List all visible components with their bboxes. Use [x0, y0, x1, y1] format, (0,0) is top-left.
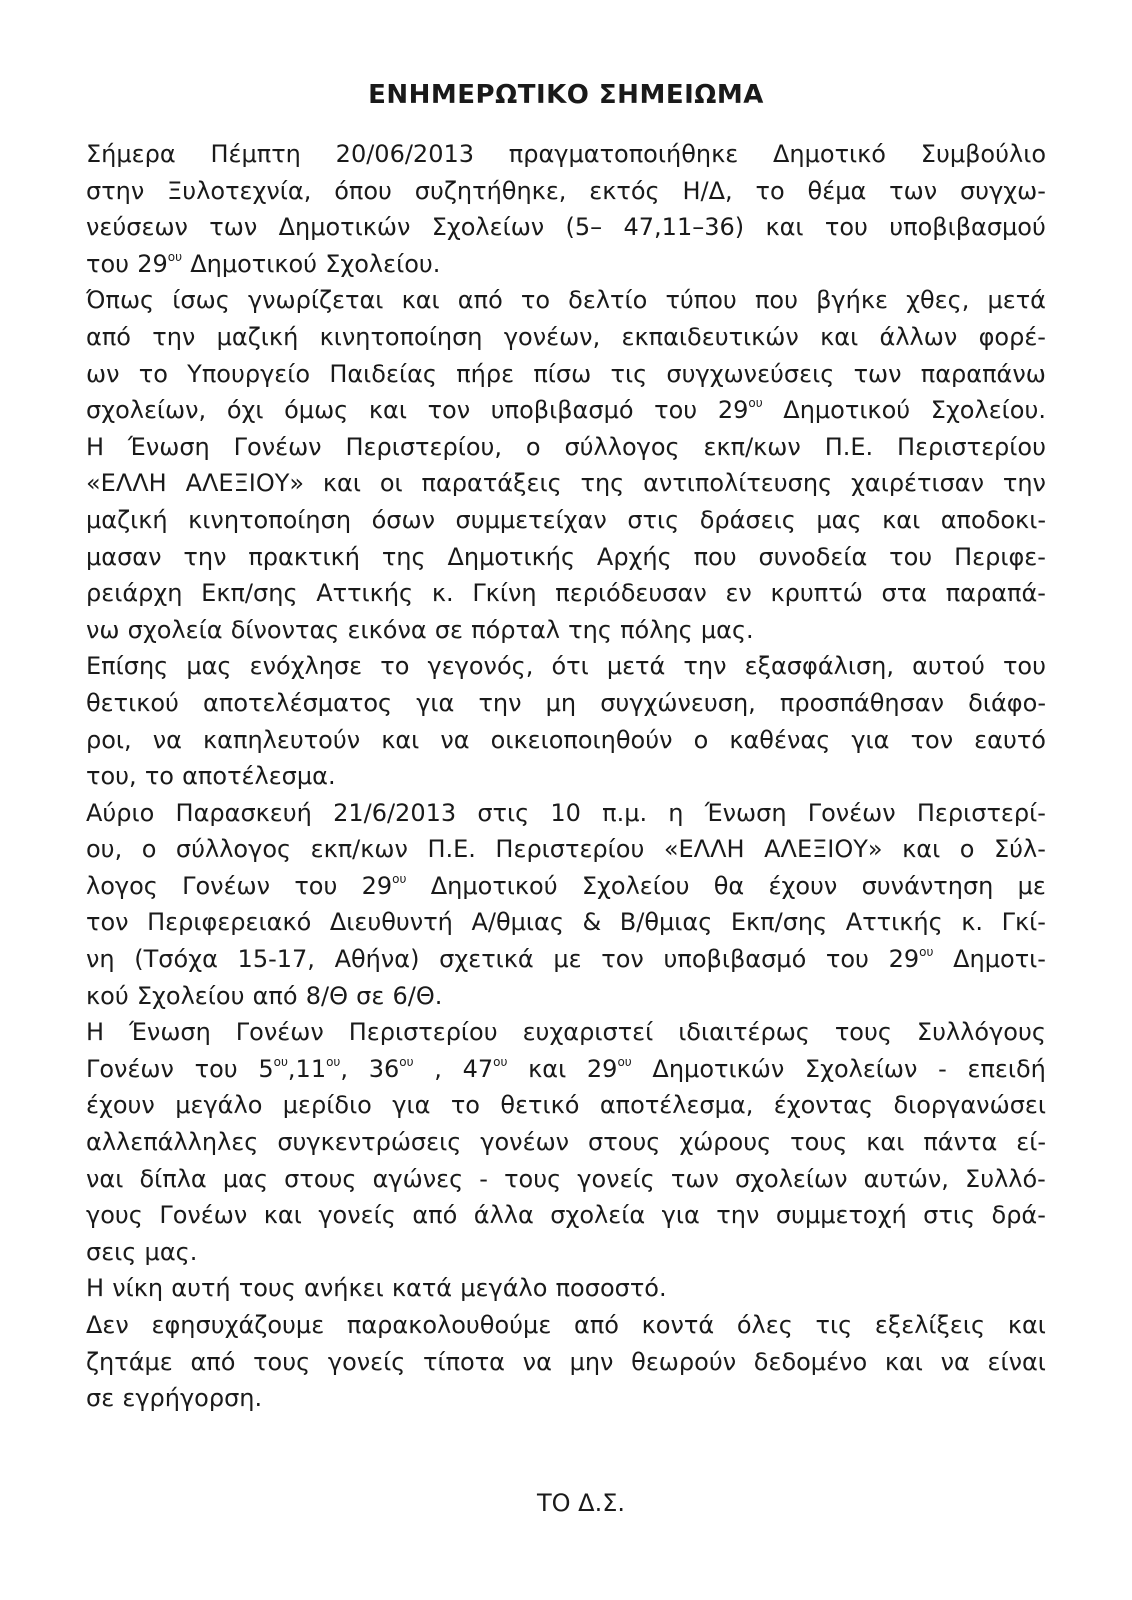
text-line: αλλεπάλληλες συγκεντρώσεις γονέων στους χώρους τους και πάντα εί- [86, 1128, 1046, 1157]
text-line: Δεν εφησυχάζουμε παρακολουθούμε από κοντά όλες τις εξελίξεις και [86, 1311, 1046, 1339]
text-line: Αύριο Παρασκευή 21/6/2013 στις 10 π.μ. η Ένωση Γονέων Περιστερί- [86, 798, 1046, 827]
text-line: Όπως ίσως γνωρίζεται και από το δελτίο τύπου που βγήκε χθες, μετά [86, 286, 1046, 315]
text-line: του $29^{o\upsilon}$ Δημοτικού Σχολείου. [86, 249, 441, 278]
document-body [86, 136, 1046, 1417]
text-line: μασαν την πρακτική της Δημοτικής Αρχής που συνοδεία του Περιφε- [86, 542, 1046, 571]
text-line: «ΕΛΛΗ ΑΛΕΞΙΟΥ» και οι παρατάξεις της αντιπολίτευσης χαιρέτισαν την [86, 469, 1046, 498]
text-line: Σήμερα Πέμπτη 20/06/2013 πραγματοποιήθηκε Δημοτικό Συμβούλιο [86, 140, 1046, 168]
text-line: σε εγρήγορση. [86, 1384, 263, 1413]
text-line: τον Περιφερειακό Διευθυντή Α/θμιας & Β/θμιας Εκπ/σης Αττικής κ. Γκί- [86, 908, 1046, 937]
text-line: ων το Υπουργείο Παιδείας πήρε πίσω τις συγχωνεύσεις των παραπάνω [86, 359, 1046, 388]
text-line: στην Ξυλοτεχνία, όπου συζητήθηκε, εκτός Η/Δ, το θέμα των συγχω- [86, 176, 1046, 205]
text-line: ου, ο σύλλογος εκπ/κων Π.Ε. Περιστερίου «ΕΛΛΗ ΑΛΕΞΙΟΥ» και ο Σύλ- [86, 835, 1046, 864]
signature: ΤΟ Δ.Σ. [536, 1489, 626, 1517]
text-line: θετικού αποτελέσματος για την μη συγχώνευση, προσπάθησαν διάφο- [86, 688, 1046, 717]
text-line: λογος Γονέων του $29^{o\upsilon}$ Δημοτικού Σχολείου θα έχουν συνάντηση με [86, 871, 1046, 900]
text-line: Η νίκη αυτή τους ανήκει κατά μεγάλο ποσοστό. [86, 1274, 667, 1303]
text-line: ρειάρχη Εκπ/σης Αττικής κ. Γκίνη περιόδευσαν εν κρυπτώ στα παραπά- [86, 579, 1046, 608]
text-line: σχολείων, όχι όμως και τον υποβιβασμό του $29^{o\upsilon}$ Δημοτικού Σχολείου. [86, 396, 1046, 425]
text-line: ροι, να καπηλευτούν και να οικειοποιηθούν ο καθένας για τον εαυτό [86, 725, 1046, 754]
text-line: Γονέων του $5^{o\upsilon},11^{o\upsilon}$, $36^{o\upsilon}$ , $47^{o\upsilon}$ και $29^{o\upsilon}$ Δημοτικών Σχολείων - επειδή [86, 1054, 1046, 1083]
text-line: Επίσης μας ενόχλησε το γεγονός, ότι μετά την εξασφάλιση, αυτού του [86, 652, 1046, 681]
text-line: ζητάμε από τους γονείς τίποτα να μην θεωρούν δεδομένο και να είναι [86, 1347, 1046, 1376]
text-line: μαζική κινητοποίηση όσων συμμετείχαν στις δράσεις μας και αποδοκι- [86, 505, 1046, 534]
text-line: από την μαζική κινητοποίηση γονέων, εκπαιδευτικών και άλλων φορέ- [86, 322, 1046, 351]
text-line: νω σχολεία δίνοντας εικόνα σε πόρταλ της πόλης μας. [86, 615, 754, 644]
text-line: έχουν μεγάλο μερίδιο για το θετικό αποτέλεσμα, έχοντας διοργανώσει [86, 1091, 1046, 1120]
text-line: κού Σχολείου από 8/Θ σε 6/Θ. [86, 981, 443, 1010]
text-line: γους Γονέων και γονείς από άλλα σχολεία για την συμμετοχή στις δρά- [86, 1201, 1046, 1230]
text-line: Η Ένωση Γονέων Περιστερίου, ο σύλλογος εκπ/κων Π.Ε. Περιστερίου [86, 432, 1046, 461]
text-line: σεις μας. [86, 1237, 198, 1266]
text-line: νεύσεων των Δημοτικών Σχολείων (5– 47,11–36) και του υποβιβασμού [86, 213, 1046, 242]
text-line: Η Ένωση Γονέων Περιστερίου ευχαριστεί ιδιαιτέρως τους Συλλόγους [86, 1018, 1046, 1047]
text-line: του, το αποτέλεσμα. [86, 762, 336, 791]
text-line: ναι δίπλα μας στους αγώνες - τους γονείς των σχολείων αυτών, Συλλό- [86, 1164, 1046, 1193]
document-title: ΕΝΗΜΕΡΩΤΙΚΟ ΣΗΜΕΙΩΜΑ [368, 80, 764, 110]
text-line: νη (Τσόχα 15-17, Αθήνα) σχετικά με τον υποβιβασμό του $29^{o\upsilon}$ Δημοτι- [86, 945, 1046, 974]
